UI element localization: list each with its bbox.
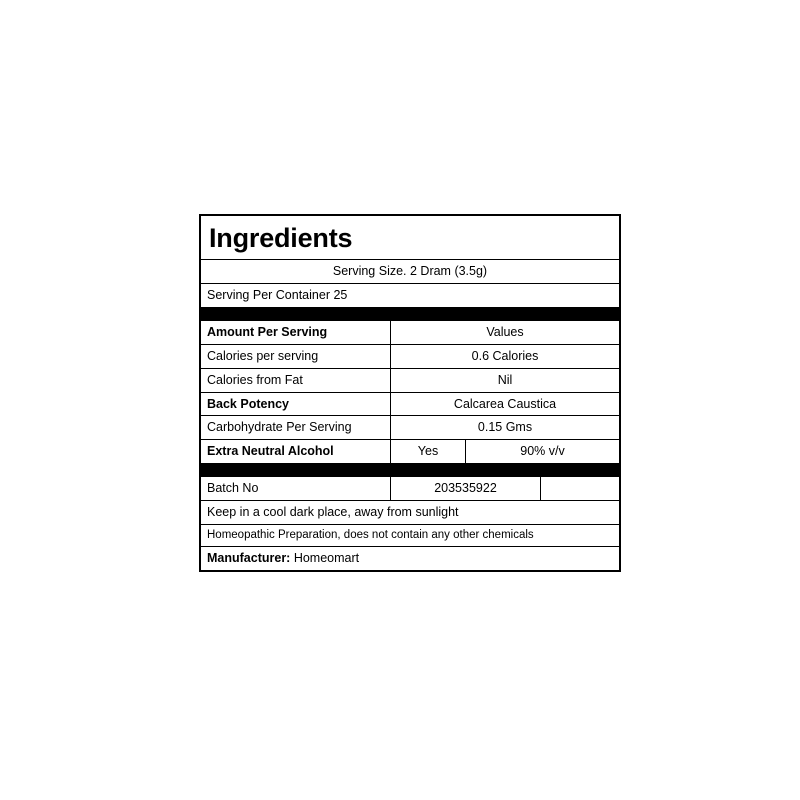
serving-per-container-text: Serving Per Container 25 <box>207 288 348 303</box>
row-value-calories-from-fat: Nil <box>497 372 513 387</box>
table-row <box>201 321 619 345</box>
table-row <box>201 416 619 440</box>
row-value-back-potency: Calcarea Caustica <box>453 396 557 411</box>
page-title: Ingredients <box>209 223 353 253</box>
preparation-note-text: Homeopathic Preparation, does not contain any other chemicals <box>207 528 534 541</box>
ingredients-label-panel <box>199 214 621 572</box>
row-value-alcohol-present: Yes <box>391 440 466 463</box>
storage-note-row <box>201 501 619 525</box>
serving-size-row <box>201 260 619 284</box>
row-value-carbohydrate-per-serving: 0.15 Gms <box>477 420 533 435</box>
batch-empty-cell <box>541 477 619 500</box>
row-label-extra-neutral-alcohol: Extra Neutral Alcohol <box>201 440 391 463</box>
manufacturer-label: Manufacturer: <box>207 551 294 566</box>
preparation-note-row <box>201 525 619 548</box>
serving-size-text: Serving Size. 2 Dram (3.5g) <box>332 264 488 279</box>
row-label-back-potency: Back Potency <box>201 393 391 416</box>
manufacturer-row <box>201 547 619 570</box>
table-row <box>201 369 619 393</box>
label-title-row <box>201 216 619 260</box>
batch-no-value: 203535922 <box>391 477 541 500</box>
row-value-amount-per-serving: Values <box>486 324 524 339</box>
divider-bar-top <box>201 308 619 321</box>
manufacturer-cell <box>201 547 619 570</box>
serving-per-container-row <box>201 284 619 308</box>
divider-bar-bottom <box>201 464 619 477</box>
table-row-alcohol <box>201 440 619 464</box>
row-label-calories-per-serving: Calories per serving <box>201 345 391 368</box>
row-label-amount-per-serving: Amount Per Serving <box>201 321 391 344</box>
storage-note-text: Keep in a cool dark place, away from sunlight <box>207 505 459 520</box>
manufacturer-name: Homeomart <box>293 551 360 566</box>
batch-no-label: Batch No <box>201 477 391 500</box>
row-label-calories-from-fat: Calories from Fat <box>201 369 391 392</box>
table-row <box>201 345 619 369</box>
row-value-calories-per-serving: 0.6 Calories <box>471 348 539 363</box>
batch-row <box>201 477 619 501</box>
table-row <box>201 393 619 417</box>
row-value-alcohol-strength: 90% v/v <box>520 444 565 459</box>
row-label-carbohydrate-per-serving: Carbohydrate Per Serving <box>201 416 391 439</box>
